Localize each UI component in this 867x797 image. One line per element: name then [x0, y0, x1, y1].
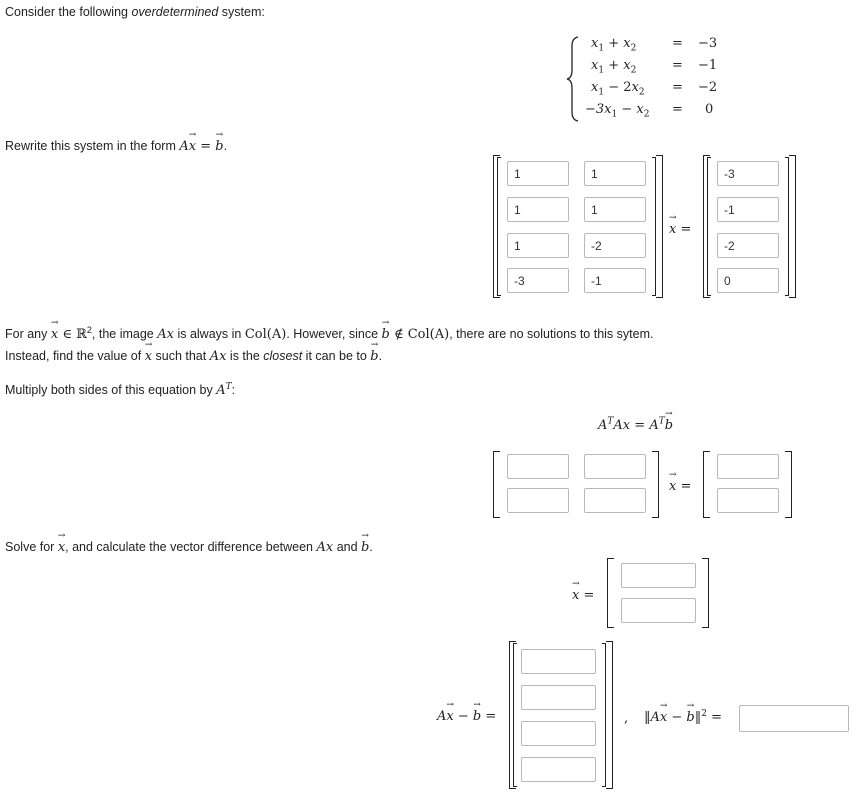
intro-suffix: system: [218, 5, 265, 19]
ata-cell-r2c1[interactable] [507, 488, 569, 513]
rewrite-prompt: Rewrite this system in the form A→ x = → b. [5, 139, 227, 154]
matrix-a-cell-r1c2[interactable] [584, 161, 646, 186]
equation-system: $x_1 + x_2$ = −3 $x_1 + x_2$ = −1 $x_1 - 2x_2$ = −2 $-3x_1 - x_2$ = 0 [585, 36, 718, 120]
residual-cell-4[interactable] [521, 757, 596, 782]
matrix-a-right-bracket [656, 155, 663, 298]
x-equals-label-1: → x = [669, 222, 691, 237]
atb-right-bracket [785, 451, 792, 518]
residual-cell-2[interactable] [521, 685, 596, 710]
vector-b-cell-3[interactable] [717, 233, 779, 258]
x-solution-right-bracket [702, 558, 709, 628]
intro-emphasis: overdetermined [131, 5, 219, 19]
ata-left-bracket [493, 451, 500, 518]
explanation-line-1: For any → x ∈ ℝ$^2$, the image Ax is always in Col(A). However, since → b ∉ Col(A), there are no solutions to this sytem. [5, 325, 653, 342]
x-solution-cell-1[interactable] [621, 563, 696, 588]
vector-b-cell-1[interactable] [717, 161, 779, 186]
residual-cell-1[interactable] [521, 649, 596, 674]
vector-b-cell-2[interactable] [717, 197, 779, 222]
matrix-a-left-bracket-inner [497, 157, 501, 296]
residual-comma: , [624, 711, 629, 726]
ata-right-bracket [652, 451, 659, 518]
vector-b-cell-4[interactable] [717, 268, 779, 293]
residual-right-bracket [606, 641, 613, 789]
matrix-a-cell-r1c1[interactable] [507, 161, 569, 186]
matrix-a-cell-r3c2[interactable] [584, 233, 646, 258]
residual-left-bracket-inner [513, 643, 517, 787]
atb-cell-2[interactable] [717, 488, 779, 513]
system-brace [566, 36, 580, 125]
multiply-prompt: Multiply both sides of this equation by $A^T$: [5, 382, 236, 399]
x-equals-label-2: → x = [669, 479, 691, 494]
matrix-a-cell-r2c1[interactable] [507, 197, 569, 222]
explanation-line-2: Instead, find the value of → x such that Ax is the closest it can be to → b. [5, 349, 382, 364]
residual-cell-3[interactable] [521, 721, 596, 746]
matrix-a-cell-r2c2[interactable] [584, 197, 646, 222]
normal-equation: $A^TAx = A^T\to b$ [598, 416, 673, 433]
norm-squared-label: ‖A→ x − → b‖$^2$ = [644, 709, 722, 725]
ata-cell-r2c2[interactable] [584, 488, 646, 513]
matrix-a-cell-r4c1[interactable] [507, 268, 569, 293]
ata-cell-r1c1[interactable] [507, 454, 569, 479]
intro-prefix: Consider the following [5, 5, 132, 19]
x-solution-cell-2[interactable] [621, 598, 696, 623]
vector-b-left-bracket-inner [707, 157, 711, 296]
x-equals-label-3: → x = [572, 588, 594, 603]
atb-left-bracket [703, 451, 710, 518]
vector-b-right-bracket [789, 155, 796, 298]
system-brace-svg [566, 36, 580, 122]
matrix-a-cell-r3c1[interactable] [507, 233, 569, 258]
matrix-a-cell-r4c2[interactable] [584, 268, 646, 293]
norm-squared-input[interactable] [739, 705, 849, 732]
intro-text [5, 5, 265, 19]
residual-label: A→ x − → b = [437, 709, 496, 724]
atb-cell-1[interactable] [717, 454, 779, 479]
ata-cell-r1c2[interactable] [584, 454, 646, 479]
x-solution-left-bracket [607, 558, 614, 628]
solve-prompt: Solve for → x, and calculate the vector difference between Ax and → b. [5, 540, 373, 555]
